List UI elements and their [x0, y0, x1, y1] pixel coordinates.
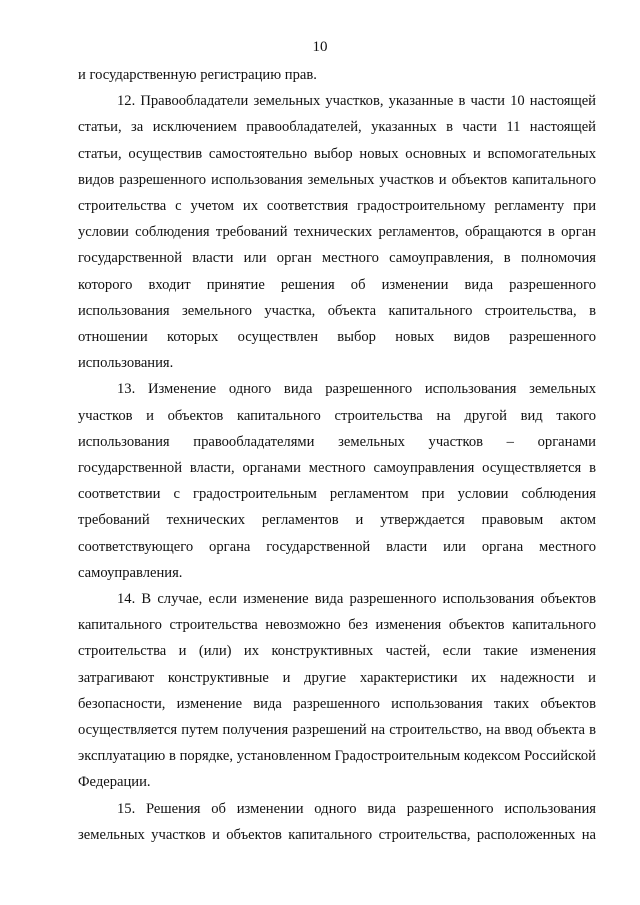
page-number: 10	[312, 39, 328, 55]
document-body	[78, 62, 596, 848]
paragraph-item-14: 14. В случае, если изменение вида разрешенного использования объектов капитального строительства невозможно без изменения объектов капитального строительства и (или) их конструктивных частей, если такие изменения затрагивают конструктивные и другие характеристики их надежности и безопасности, изменение вида разрешенного использования таких объектов осуществляется путем получения разрешений на строительство, на ввод объекта в эксплуатацию в порядке, установленном Градостроительным кодексом Российской Федерации.	[78, 591, 596, 791]
paragraph-item-13: 13. Изменение одного вида разрешенного использования земельных участков и объектов капитального строительства на другой вид такого использования правообладателями земельных участков – органами государственной власти, органами местного самоуправления осуществляется в соответствии с градостроительным регламентом при условии соблюдения требований технических регламентов и утверждается правовым актом соответствующего органа государственной власти или органа местного самоуправления.	[78, 381, 596, 581]
paragraph-continuation: и государственную регистрацию прав.	[78, 67, 317, 83]
paragraph-item-15: 15. Решения об изменении одного вида разрешенного использования земельных участков и объектов капитального строительства, расположенных на	[78, 800, 596, 843]
paragraph-item-12: 12. Правообладатели земельных участков, указанные в части 10 настоящей статьи, за исключением правообладателей, указанных в части 11 настоящей статьи, осуществив самостоятельно выбор новых основных и вспомогательных видов разрешенного использования земельных участков и объектов капитального строительства с учетом их соответствия градостроительному регламенту при условии соблюдения требований технических регламентов, обращаются в орган государственной власти или орган местного самоуправления, в полномочия которого входит принятие решения об изменении вида разрешенного использования земельного участка, объекта капитального строительства, в отношении которых осуществлен выбор новых видов разрешенного использования.	[78, 93, 596, 372]
